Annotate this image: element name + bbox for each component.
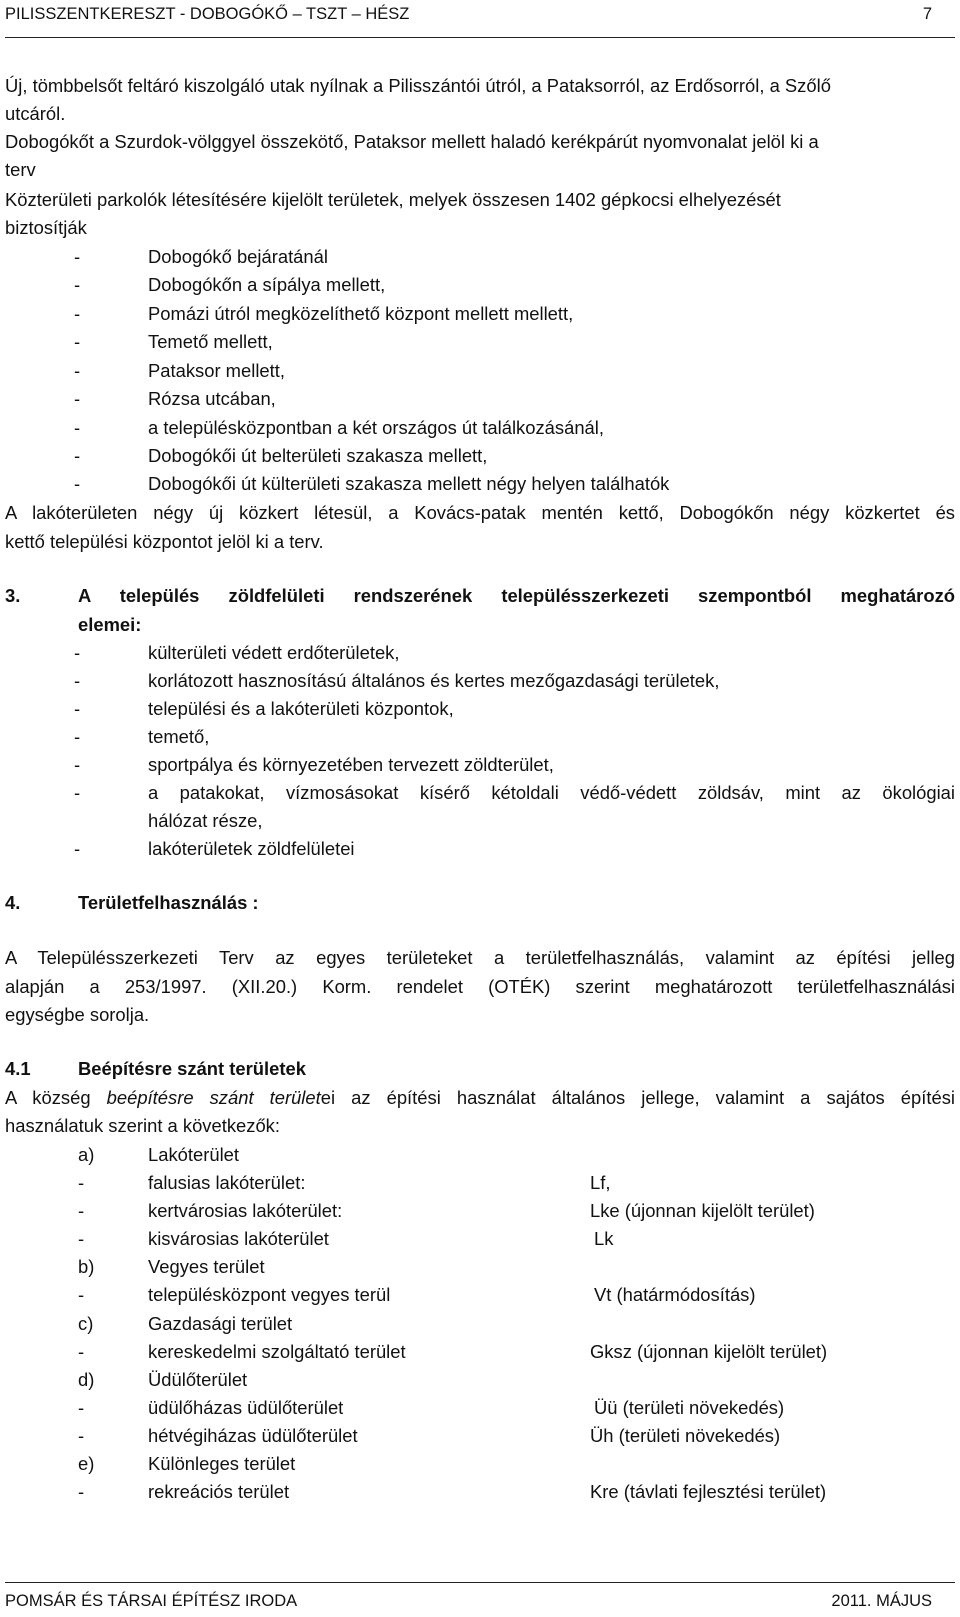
- list-dash: -: [74, 726, 81, 747]
- p2-line1: Dobogókőt a Szurdok-völggyel összekötő, Pataksor mellett haladó kerékpárút nyomvonalat jelöl ki a: [5, 131, 819, 152]
- zone-label: településközpont vegyes terül: [148, 1284, 391, 1305]
- section-3-number: 3.: [5, 585, 21, 606]
- list-item: temető,: [148, 726, 210, 747]
- list-dash: -: [74, 670, 81, 691]
- p2-line2: terv: [5, 159, 36, 180]
- p1-line2: utcáról.: [5, 103, 66, 124]
- list-item: Temető mellett,: [148, 331, 273, 352]
- zone-label: üdülőházas üdülőterület: [148, 1397, 344, 1418]
- zone-label: Vegyes terület: [148, 1256, 265, 1277]
- zone-marker: -: [78, 1341, 85, 1362]
- list-item: sportpálya és környezetében tervezett zöldterület,: [148, 754, 554, 775]
- zone-code: Gksz (újonnan kijelölt terület): [590, 1341, 828, 1362]
- zone-code: Üh (területi növekedés): [590, 1425, 781, 1446]
- zone-code: Lke (újonnan kijelölt terület): [590, 1200, 815, 1221]
- list-item: Dobogókőn a sípálya mellett,: [148, 274, 386, 295]
- list-dash: -: [74, 303, 81, 324]
- list-dash: -: [74, 754, 81, 775]
- p6-italic: beépítésre szánt terület: [106, 1087, 321, 1108]
- zone-label: kertvárosias lakóterület:: [148, 1200, 343, 1221]
- p5-line2: alapján a 253/1997. (XII.20.) Korm. rendelet (OTÉK) szerint meghatározott területfelhasználási: [5, 976, 955, 997]
- footer-rule: [5, 1582, 955, 1583]
- list-dash: -: [74, 698, 81, 719]
- list-item: korlátozott hasznosítású általános és kertes mezőgazdasági területek,: [148, 670, 720, 691]
- zone-marker: -: [78, 1397, 85, 1418]
- section-4-title: Területfelhasználás :: [78, 892, 259, 913]
- list-dash: -: [74, 445, 81, 466]
- list-dash: -: [74, 388, 81, 409]
- list-item: külterületi védett erdőterületek,: [148, 642, 400, 663]
- section-3-title: A település zöldfelületi rendszerének településszerkezeti szempontból meghatározó: [78, 585, 955, 606]
- list-dash: -: [74, 473, 81, 494]
- p6-pre: A község: [5, 1087, 107, 1108]
- p6-line1: [5, 1087, 955, 1109]
- zone-marker: -: [78, 1481, 85, 1502]
- zone-code: Lk: [594, 1228, 614, 1249]
- zone-label: Különleges terület: [148, 1453, 296, 1474]
- list-dash: -: [74, 360, 81, 381]
- p3-line2: biztosítják: [5, 217, 87, 238]
- list-item: Dobogókői út belterületi szakasza mellett,: [148, 445, 488, 466]
- zone-marker: -: [78, 1425, 85, 1446]
- list-item: a patakokat, vízmosásokat kísérő kétoldali védő-védett zöldsáv, mint az ökológiai: [148, 782, 955, 803]
- p5-line3: egységbe sorolja.: [5, 1004, 150, 1025]
- p3-line1: Közterületi parkolók létesítésére kijelölt területek, melyek összesen 1402 gépkocsi elhelyezését: [5, 189, 781, 210]
- list-dash: -: [74, 838, 81, 859]
- section-41-number: 4.1: [5, 1058, 31, 1079]
- section-41-title: Beépítésre szánt területek: [78, 1058, 306, 1079]
- zone-code: Vt (határmódosítás): [594, 1284, 756, 1305]
- p4-line1: A lakóterületen négy új közkert létesül, a Kovács-patak mentén kettő, Dobogókőn négy közkertet és: [5, 502, 955, 523]
- p5-line1: A Településszerkezeti Terv az egyes területeket a területfelhasználás, valamint az építési jelleg: [5, 947, 955, 968]
- list-dash: -: [74, 246, 81, 267]
- zone-marker: a): [78, 1144, 95, 1165]
- zone-label: Gazdasági terület: [148, 1313, 293, 1334]
- zone-marker: e): [78, 1453, 95, 1474]
- p6-post: ei az építési használat általános jellege, valamint a sajátos építési: [320, 1087, 955, 1108]
- zone-marker: d): [78, 1369, 95, 1390]
- zone-marker: b): [78, 1256, 95, 1277]
- header-rule: [5, 37, 955, 38]
- list-dash: -: [74, 782, 81, 803]
- zone-marker: -: [78, 1228, 85, 1249]
- list-dash: -: [74, 331, 81, 352]
- list-item: Dobogókői út külterületi szakasza mellett négy helyen találhatók: [148, 473, 670, 494]
- zone-label: falusias lakóterület:: [148, 1172, 306, 1193]
- list-item: Dobogókő bejáratánál: [148, 246, 328, 267]
- list-item: Rózsa utcában,: [148, 388, 276, 409]
- footer-left: POMSÁR ÉS TÁRSAI ÉPÍTÉSZ IRODA: [5, 1592, 298, 1610]
- list-dash: -: [74, 274, 81, 295]
- p4-line2: kettő települési központot jelöl ki a terv.: [5, 531, 324, 552]
- zone-marker: -: [78, 1284, 85, 1305]
- list-item: a településközpontban a két országos út találkozásánál,: [148, 417, 604, 438]
- zone-label: rekreációs terület: [148, 1481, 290, 1502]
- list-item-cont: hálózat része,: [148, 810, 263, 831]
- p1-line1: Új, tömbbelsőt feltáró kiszolgáló utak nyílnak a Pilisszántói útról, a Pataksorról, az Erdősorról, a Szőlő: [5, 75, 831, 96]
- zone-label: Lakóterület: [148, 1144, 239, 1165]
- section-3-title-cont: elemei:: [78, 614, 142, 635]
- zone-code: Üü (területi növekedés): [594, 1397, 785, 1418]
- zone-marker: -: [78, 1172, 85, 1193]
- list-item: Pomázi útról megközelíthető központ mellett mellett,: [148, 303, 574, 324]
- list-item: Pataksor mellett,: [148, 360, 285, 381]
- header-title: PILISSZENTKERESZT - DOBOGÓKŐ – TSZT – HÉSZ: [5, 5, 410, 23]
- list-dash: -: [74, 642, 81, 663]
- zone-code: Kre (távlati fejlesztési terület): [590, 1481, 827, 1502]
- zone-label: Üdülőterület: [148, 1369, 248, 1390]
- zone-label: hétvégiházas üdülőterület: [148, 1425, 358, 1446]
- footer-right: 2011. MÁJUS: [831, 1592, 932, 1610]
- list-item: települési és a lakóterületi központok,: [148, 698, 454, 719]
- zone-label: kereskedelmi szolgáltató terület: [148, 1341, 406, 1362]
- page-number: 7: [922, 5, 932, 23]
- p6-line2: használatuk szerint a következők:: [5, 1115, 280, 1136]
- list-dash: -: [74, 417, 81, 438]
- zone-code: Lf,: [590, 1172, 611, 1193]
- list-item: lakóterületek zöldfelületei: [148, 838, 355, 859]
- zone-marker: c): [78, 1313, 94, 1334]
- zone-label: kisvárosias lakóterület: [148, 1228, 329, 1249]
- zone-marker: -: [78, 1200, 85, 1221]
- section-4-number: 4.: [5, 892, 21, 913]
